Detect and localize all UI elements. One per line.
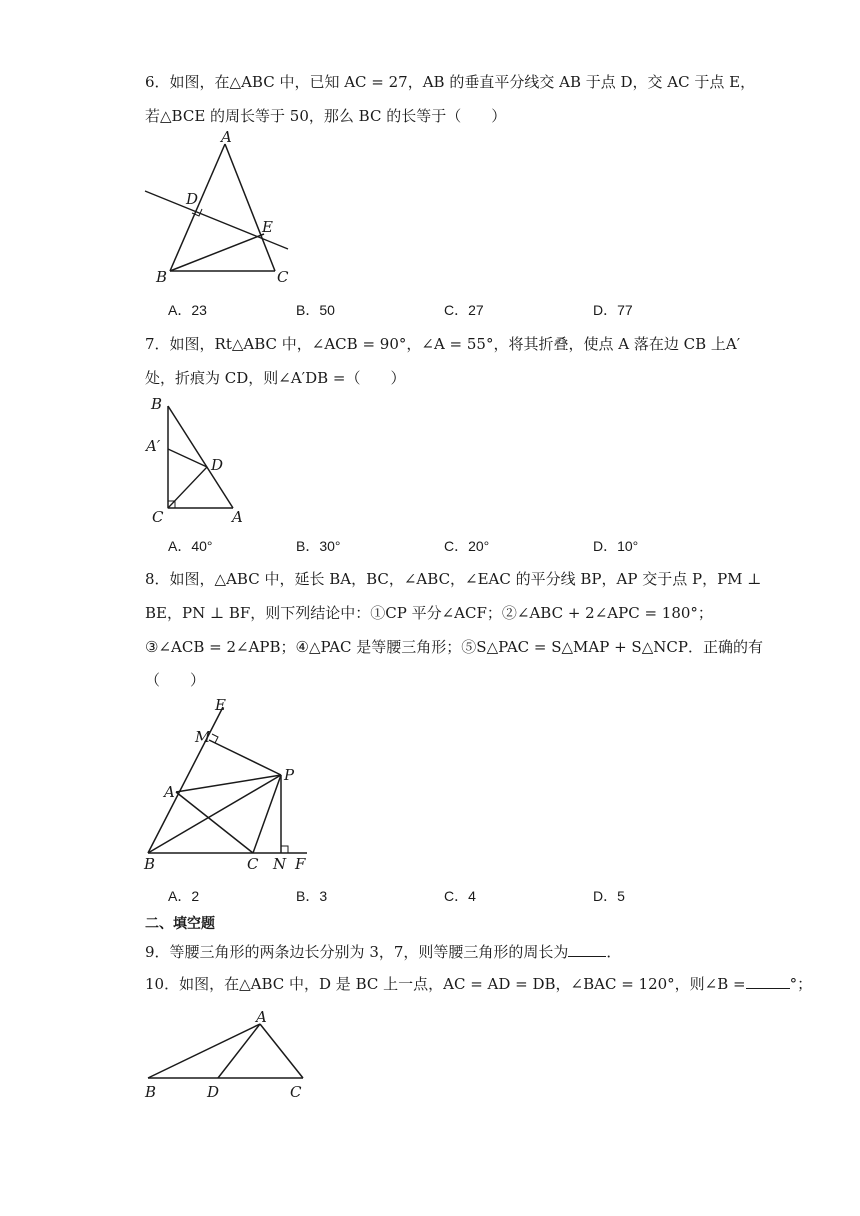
q6-label-b: B — [156, 268, 168, 286]
q10-label-d: D — [207, 1083, 220, 1101]
q7-label-d: D — [211, 456, 224, 474]
q7-option-a[interactable]: A．40° — [168, 538, 213, 554]
q6-line1: 6．如图，在△ABC 中，已知 AC = 27，AB 的垂直平分线交 AB 于点 D，交 AC 于点 E， — [145, 73, 756, 91]
q9-text: 9．等腰三角形的两条边长分别为 3，7，则等腰三角形的周长为 — [145, 943, 569, 961]
q8-option-b[interactable]: B．3 — [296, 888, 328, 904]
q8-option-c[interactable]: C．4 — [444, 888, 476, 904]
q6-option-d[interactable]: D．77 — [593, 302, 633, 318]
q6-figure — [140, 130, 300, 290]
q6-options — [168, 300, 688, 322]
q10-answer-blank[interactable] — [746, 974, 790, 989]
q8-label-p: P — [284, 766, 295, 784]
q8-label-n: N — [273, 855, 287, 873]
q7-label-c: C — [152, 508, 164, 526]
q6-label-e: E — [262, 218, 273, 236]
section-title-fill-in: 二、填空题 — [145, 916, 215, 932]
q8-line3: ③∠ACB = 2∠APB；④△PAC 是等腰三角形；⑤S△PAC = S△MAP + S△NCP．正确的有 — [145, 638, 763, 656]
q9-text-end: ． — [606, 943, 622, 961]
q7-line2: 处，折痕为 CD，则∠A′DB =（ ） — [145, 369, 406, 387]
q8-line2: BE，PN ⊥ BF，则下列结论中：①CP 平分∠ACF；②∠ABC + 2∠APC = 180°； — [145, 604, 713, 622]
q8-label-f: F — [295, 855, 306, 873]
q7-option-d[interactable]: D．10° — [593, 538, 639, 554]
q8-label-b: B — [144, 855, 156, 873]
q7-option-b[interactable]: B．30° — [296, 538, 341, 554]
q8-line1: 8．如图，△ABC 中，延长 BA，BC，∠ABC，∠EAC 的平分线 BP，AP 交于点 P，PM ⊥ — [145, 570, 762, 588]
q10-text-end: °； — [789, 975, 813, 993]
q7-figure — [140, 390, 260, 530]
q6-option-b[interactable]: B．50 — [296, 302, 335, 318]
q10-label-b: B — [145, 1083, 157, 1101]
q8-label-m: M — [195, 728, 211, 746]
q10-question — [145, 968, 812, 1000]
q7-line1: 7．如图，Rt△ABC 中，∠ACB = 90°，∠A = 55°，将其折叠，使点 A 落在边 CB 上A′ — [145, 335, 741, 353]
q9-answer-blank[interactable] — [568, 942, 606, 957]
q8-label-a: A — [164, 783, 175, 801]
q8-figure — [140, 696, 340, 876]
q7-option-c[interactable]: C．20° — [444, 538, 490, 554]
q8-line4: （ ） — [145, 671, 206, 689]
q10-figure — [140, 1005, 320, 1105]
q10-text: 10．如图，在△ABC 中，D 是 BC 上一点，AC = AD = DB，∠BAC = 120°，则∠B = — [145, 975, 746, 993]
q8-options — [168, 886, 688, 908]
q10-label-c: C — [290, 1083, 302, 1101]
q6-option-a[interactable]: A．23 — [168, 302, 207, 318]
q6-option-c[interactable]: C．27 — [444, 302, 484, 318]
q6-label-a: A — [221, 128, 232, 146]
q7-label-b: B — [151, 395, 163, 413]
q8-label-c: C — [247, 855, 259, 873]
q7-label-a-prime: A′ — [146, 437, 161, 455]
q8-label-e: E — [215, 696, 226, 714]
q7-options — [168, 536, 688, 558]
q7-label-a: A — [232, 508, 243, 526]
q9-question — [145, 936, 621, 968]
q6-label-c: C — [277, 268, 289, 286]
q8-option-d[interactable]: D．5 — [593, 888, 625, 904]
q8-option-a[interactable]: A．2 — [168, 888, 200, 904]
q6-label-d: D — [186, 190, 199, 208]
q10-label-a: A — [256, 1008, 267, 1026]
q6-line2: 若△BCE 的周长等于 50，那么 BC 的长等于（ ） — [145, 107, 507, 125]
